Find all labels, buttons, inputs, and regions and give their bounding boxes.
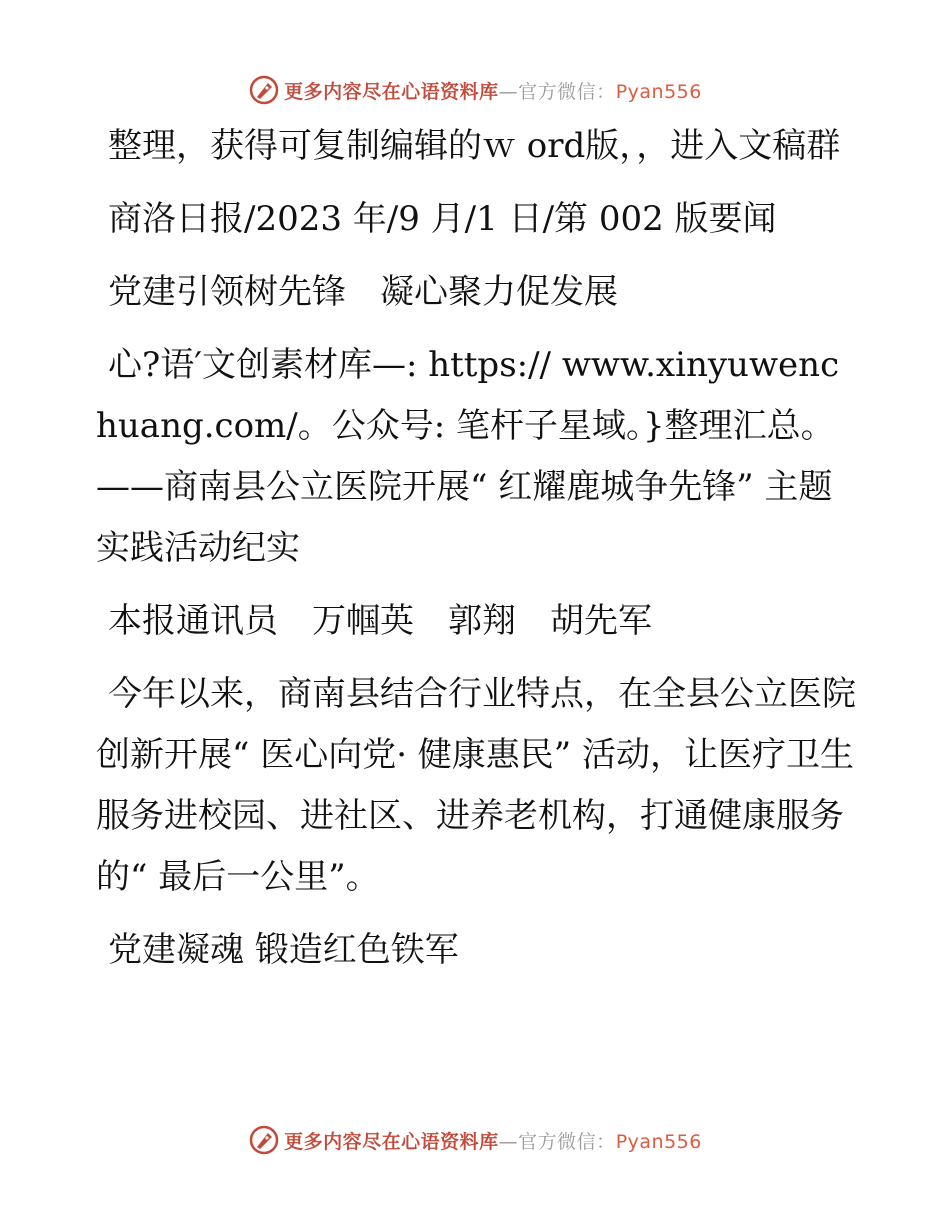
body-paragraph: 今年以来，商南县结合行业特点，在全县公立医院创新开展“ 医心向党· 健康惠民” 活动，让医疗卫生服务进校园、进社区、进养老机构，打通健康服务的“ 最后一公里”。 (96, 674, 856, 897)
footer-watermark (0, 1120, 950, 1160)
watermark-dash: — (498, 1130, 519, 1153)
document-body (96, 116, 856, 993)
section-heading: 党建凝魂 锻造红色铁军 (108, 930, 459, 970)
watermark-slogan: 更多内容尽在心语资料库 (284, 1130, 499, 1153)
header-watermark (0, 70, 950, 110)
byline: 本报通讯员 万帼英 郭翔 胡先军 (108, 601, 652, 641)
watermark-text (284, 77, 702, 104)
source-line: 商洛日报/2023 年/9 月/1 日/第 002 版要闻 (108, 199, 777, 239)
watermark-wechat-id: Pyan556 (615, 1130, 702, 1153)
pen-nib-logo-icon (248, 74, 280, 106)
subtitle-paragraph: 心?语′文创素材库—: https:// www.xinyuwenchuang.com/。公众号: 笔杆子星域。}整理汇总。——商南县公立医院开展“ 红耀鹿城争先锋” 主题实践活动纪实 (96, 345, 840, 568)
article-title: 党建引领树先锋 凝心聚力促发展 (108, 272, 618, 312)
watermark-text (284, 1127, 702, 1154)
watermark-label: 官方微信： (518, 80, 616, 103)
intro-paragraph: 整理，获得可复制编辑的ｗ ord版，，进入文稿群 (108, 126, 841, 166)
watermark-wechat-id: Pyan556 (615, 80, 702, 103)
watermark-slogan: 更多内容尽在心语资料库 (284, 80, 499, 103)
watermark-label: 官方微信： (518, 1130, 616, 1153)
watermark-dash: — (498, 80, 519, 103)
pen-nib-logo-icon (248, 1124, 280, 1156)
